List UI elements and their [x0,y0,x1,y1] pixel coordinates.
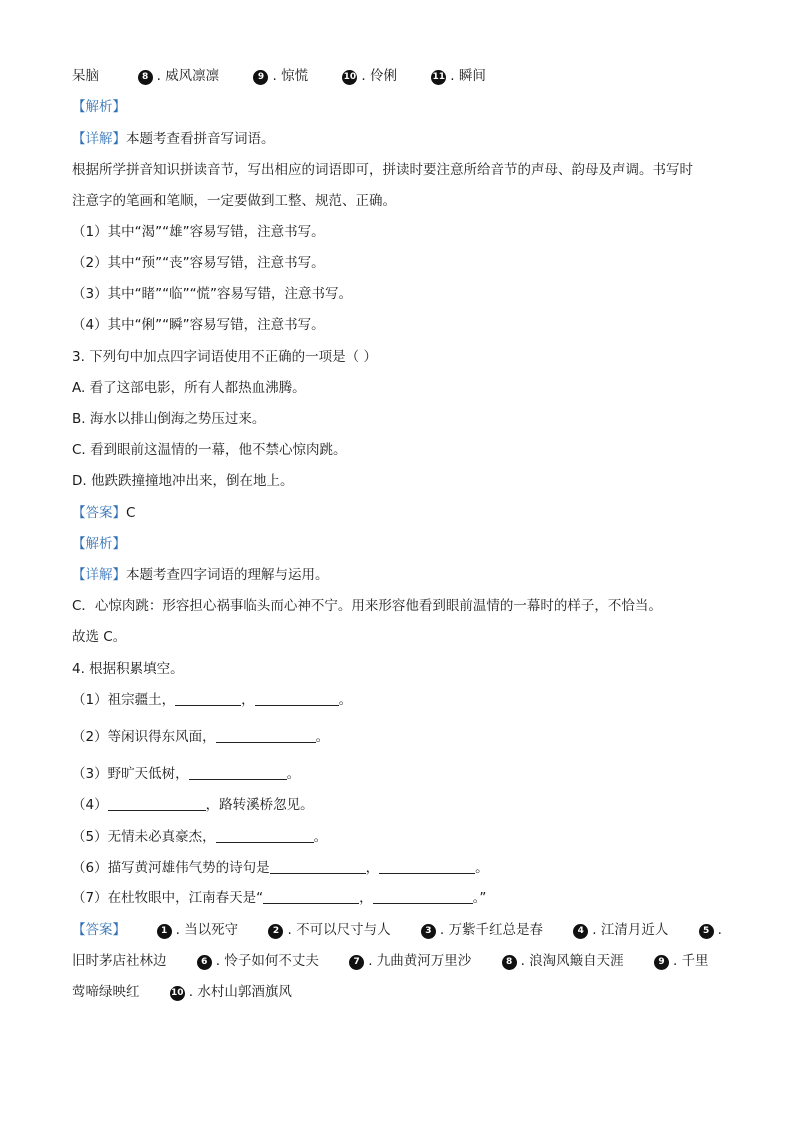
q4-answer-item: 6 . 怜子如何不丈夫 [197,953,319,969]
q2-detail-row [72,129,734,149]
fill-blank[interactable] [189,765,287,780]
number-6-badge: 6 [197,955,212,970]
q2-analysis-label: 【解析】 [72,99,126,115]
q4-answer-label: 【答案】 [72,922,126,938]
q2-detail-text: 本题考查看拼音写词语。 [126,131,275,147]
q4-answer-item: 5 . [699,922,722,938]
q4-answer-5-text: 旧时茅店社林边 [72,953,167,969]
q4-item-2: （2）等闲识得东风面， 。 [72,729,330,745]
number-2-badge: 2 [268,924,283,939]
q4-answer-item: 4 . 江清月近人 [573,922,668,938]
q4-answer-item: 9 . 千里 [654,953,709,969]
number-1-badge: 1 [157,924,172,939]
q2-detail-label: 【详解】 [72,131,126,147]
fill-blank[interactable] [216,828,314,843]
q4-item-6: （6）描写黄河雄伟气势的诗句是 ， 。 [72,860,489,876]
number-7-badge: 7 [349,955,364,970]
q3-explain: C．心惊肉跳：形容担心祸事临头而心神不宁。用来形容他看到眼前温情的一幕时的样子，不恰当。 [72,598,662,614]
q4-answer-9-text: 莺啼绿映红 [72,984,140,1000]
q2-note-1: （1）其中“渴”“雄”容易写错，注意书写。 [72,224,325,240]
number-9-badge: 9 [654,955,669,970]
q3-option-a: A. 看了这部电影，所有人都热血沸腾。 [72,380,306,396]
q3-option-d: D. 他跌跌撞撞地冲出来，倒在地上。 [72,473,294,489]
number-3-badge: 3 [421,924,436,939]
number-8-badge: 8 [138,70,153,85]
q4-item-1: （1）祖宗疆土， ， 。 [72,692,353,708]
q2-paragraph-line1: 根据所学拼音知识拼读音节，写出相应的词语即可，拼读时要注意所给音节的声母、韵母及声调。书写时 [72,162,693,178]
q4-answer-item: 2 . 不可以尺寸与人 [268,922,390,938]
number-5-badge: 5 [699,924,714,939]
q4-item-3: （3）野旷天低树， 。 [72,766,301,782]
q4-answer-row-3 [72,982,734,1002]
q3-stem: 3. 下列句中加点四字词语使用不正确的一项是（ ） [72,349,377,365]
q2-answer-tail-row [72,66,734,86]
q2-note-2: （2）其中“预”“丧”容易写错，注意书写。 [72,255,325,271]
q2-note-4: （4）其中“俐”“瞬”容易写错，注意书写。 [72,317,325,333]
q2-note-3: （3）其中“睹”“临”“慌”容易写错，注意书写。 [72,286,353,302]
fill-blank[interactable] [373,889,473,904]
q3-answer-row [72,503,734,523]
fill-blank[interactable] [263,889,359,904]
fill-blank[interactable] [270,859,366,874]
number-10-badge: 10 [170,986,185,1001]
q4-answer-item: 10 . 水村山郭酒旗风 [171,984,292,1000]
q4-item-7: （7）在杜牧眼中，江南春天是“ ， 。” [72,890,487,906]
q2-answer-item: 9 . 惊慌 [253,66,308,86]
fill-blank[interactable] [175,691,241,706]
fill-blank[interactable] [216,728,316,743]
q4-stem: 4. 根据积累填空。 [72,661,184,677]
number-9-badge: 9 [253,70,268,85]
q3-choose: 故选 C。 [72,629,127,645]
q2-paragraph-line2: 注意字的笔画和笔顺，一定要做到工整、规范、正确。 [72,193,396,209]
q2-answer-item: 10 . 伶俐 [343,68,397,84]
q4-answer-item: 8 . 浪淘风簸自天涯 [502,953,624,969]
number-11-badge: 11 [431,70,446,85]
q4-answer-item: 3 . 万紫千红总是春 [421,922,543,938]
number-10-badge: 10 [342,70,357,85]
q4-answer-item: 7 . 九曲黄河万里沙 [349,953,471,969]
number-4-badge: 4 [573,924,588,939]
q2-answer-prefix: 呆脑 [72,68,99,84]
q4-answer-row-2 [72,951,734,971]
q2-answer-item: 11 . 瞬间 [432,68,486,84]
q2-answer-item: 8 . 威风凛凛 [138,66,220,86]
q4-item-5: （5）无情未必真豪杰， 。 [72,829,328,845]
q3-detail-label: 【详解】 [72,567,126,583]
q3-option-c: C. 看到眼前这温情的一幕，他不禁心惊肉跳。 [72,442,347,458]
fill-blank[interactable] [255,691,339,706]
q4-answer-row-1 [72,920,734,940]
q3-detail-text: 本题考查四字词语的理解与运用。 [126,567,329,583]
q4-answer-item: 1 . 当以死守 [157,922,239,938]
q3-answer-label: 【答案】 [72,505,126,521]
q4-item-4: （4） ，路转溪桥忽见。 [72,797,314,813]
q3-detail-row [72,565,734,585]
q3-option-b: B. 海水以排山倒海之势压过来。 [72,411,266,427]
fill-blank[interactable] [108,796,206,811]
q3-analysis-label: 【解析】 [72,536,126,552]
fill-blank[interactable] [379,859,475,874]
q3-answer-value: C [126,505,136,521]
number-8-badge: 8 [502,955,517,970]
